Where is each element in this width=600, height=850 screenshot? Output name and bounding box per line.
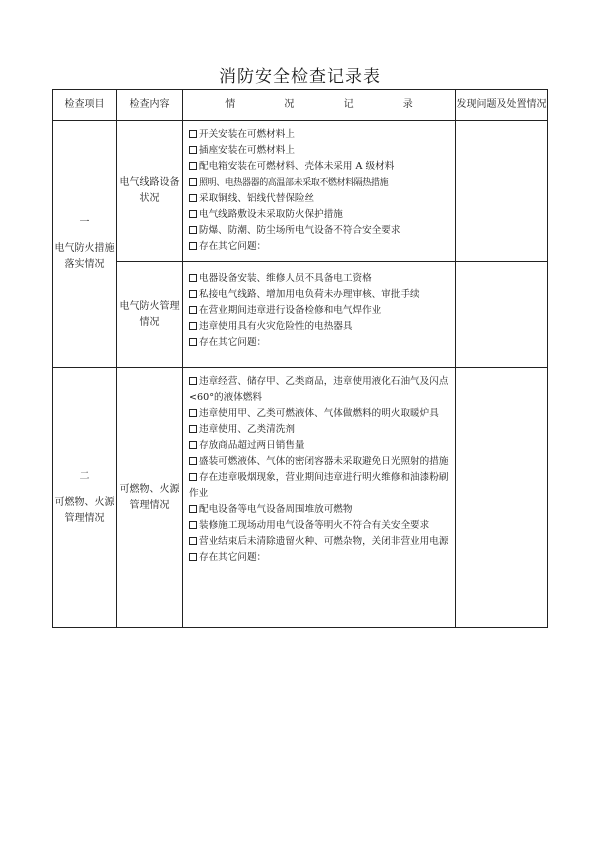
section-number: 二 [79, 470, 90, 482]
checklist-item[interactable] [189, 287, 449, 303]
checklist-item[interactable] [189, 374, 449, 406]
section-1-row-a [53, 121, 548, 262]
checklist-item[interactable] [189, 438, 449, 454]
issues-cell[interactable] [456, 262, 548, 368]
subsection-label: 电气线路设备状况 [117, 121, 183, 262]
item-text: 盛装可燃液体、气体的密闭容器未采取避免日光照射的措施 [199, 456, 449, 467]
item-text: 违章使用甲、乙类可燃液体、气体做燃料的明火取暖炉具 [199, 408, 439, 419]
item-text: 采取铜线、铝线代替保险丝 [199, 193, 315, 204]
item-text: 存在其它问题： [199, 241, 267, 252]
checkbox[interactable] [189, 505, 197, 513]
record-cell [183, 121, 456, 262]
section-name: 可燃物、火源管理情况 [54, 496, 115, 524]
checklist-item[interactable] [189, 470, 449, 502]
header-content: 检查内容 [117, 90, 183, 121]
checkbox[interactable] [189, 242, 197, 250]
checklist-item[interactable] [189, 454, 449, 470]
section-1-category [53, 121, 117, 368]
checklist-item[interactable] [189, 550, 449, 566]
checkbox[interactable] [189, 553, 197, 561]
record-cell [183, 368, 456, 628]
checklist-item[interactable] [189, 303, 449, 319]
header-issues: 发现问题及处置情况 [456, 90, 548, 121]
checkbox[interactable] [189, 226, 197, 234]
item-text: 存放商品超过两日销售量 [199, 440, 305, 451]
section-2-row [53, 368, 548, 628]
form-title: 消防安全检查记录表 [219, 67, 381, 87]
header-record: 情 况 记 录 [183, 90, 456, 121]
checklist-item[interactable] [189, 175, 449, 191]
checkbox[interactable] [189, 290, 197, 298]
inspection-table [52, 89, 548, 628]
checklist-item[interactable] [189, 502, 449, 518]
header-row [53, 90, 548, 121]
checklist-item[interactable] [189, 518, 449, 534]
item-text: 装修施工现场动用电气设备等明火不符合有关安全要求 [199, 520, 430, 531]
item-text: 插座安装在可燃材料上 [199, 145, 295, 156]
checklist-item[interactable] [189, 271, 449, 287]
item-text: 违章经营、储存甲、乙类商品，违章使用液化石油气及闪点<60°的液体燃料 [189, 376, 449, 403]
item-text: 照明、电热器器的高温部未采取不燃材料隔热措施 [199, 178, 389, 188]
checkbox[interactable] [189, 194, 197, 202]
checklist-item[interactable] [189, 422, 449, 438]
checkbox[interactable] [189, 377, 197, 385]
checklist-item[interactable] [189, 223, 449, 239]
checklist-item[interactable] [189, 207, 449, 223]
header-project: 检查项目 [53, 90, 117, 121]
subsection-label: 电气防火管理情况 [117, 262, 183, 368]
subsection-label: 可燃物、火源管理情况 [117, 368, 183, 628]
checkbox[interactable] [189, 457, 197, 465]
checkbox[interactable] [189, 338, 197, 346]
checkbox[interactable] [189, 425, 197, 433]
checkbox[interactable] [189, 146, 197, 154]
section-2-category [53, 368, 117, 628]
checklist-item[interactable] [189, 406, 449, 422]
issues-cell[interactable] [456, 121, 548, 262]
checkbox[interactable] [189, 306, 197, 314]
record-cell [183, 262, 456, 368]
checkbox[interactable] [189, 409, 197, 417]
section-1-row-b [53, 262, 548, 368]
item-text: 防爆、防潮、防尘场所电气设备不符合安全要求 [199, 225, 401, 236]
item-text: 营业结束后未清除遗留火种、可燃杂物，关闭非营业用电源 [199, 536, 449, 547]
item-text: 电器设备安装、维修人员不具备电工资格 [199, 273, 372, 284]
item-text: 配电设备等电气设备周围堆放可燃物 [199, 504, 353, 515]
checkbox[interactable] [189, 441, 197, 449]
item-text: 存在违章吸烟现象，营业期间违章进行明火维修和油漆粉刷作业 [189, 472, 449, 499]
checklist-item[interactable] [189, 143, 449, 159]
item-text: 存在其它问题： [199, 552, 267, 563]
item-text: 电气线路敷设未采取防火保护措施 [199, 209, 343, 220]
checkbox[interactable] [189, 322, 197, 330]
checkbox[interactable] [189, 473, 197, 481]
item-text: 在营业期间违章进行设备检修和电气焊作业 [199, 305, 382, 316]
checklist-item[interactable] [189, 319, 449, 335]
section-number: 一 [79, 217, 90, 228]
checkbox[interactable] [189, 210, 197, 218]
checkbox[interactable] [189, 130, 197, 138]
section-name: 电气防火措施落实情况 [54, 243, 115, 270]
checklist-item[interactable] [189, 159, 449, 175]
checkbox[interactable] [189, 274, 197, 282]
checkbox[interactable] [189, 162, 197, 170]
checklist-item[interactable] [189, 127, 449, 143]
item-text: 违章使用、乙类清洗剂 [199, 424, 295, 435]
item-text: 存在其它问题： [199, 337, 267, 348]
checkbox[interactable] [189, 537, 197, 545]
checkbox[interactable] [189, 178, 197, 186]
checklist-item[interactable] [189, 534, 449, 550]
checklist-item[interactable] [189, 239, 449, 255]
checklist-item[interactable] [189, 191, 449, 207]
checklist-item[interactable] [189, 335, 449, 351]
item-text: 违章使用具有火灾危险性的电热器具 [199, 321, 353, 332]
issues-cell[interactable] [456, 368, 548, 628]
item-text: 私接电气线路、增加用电负荷未办理审核、审批手续 [199, 289, 420, 300]
item-text: 配电箱安装在可燃材料、壳体未采用 A 级材料 [199, 161, 395, 172]
checkbox[interactable] [189, 521, 197, 529]
item-text: 开关安装在可燃材料上 [199, 129, 295, 140]
